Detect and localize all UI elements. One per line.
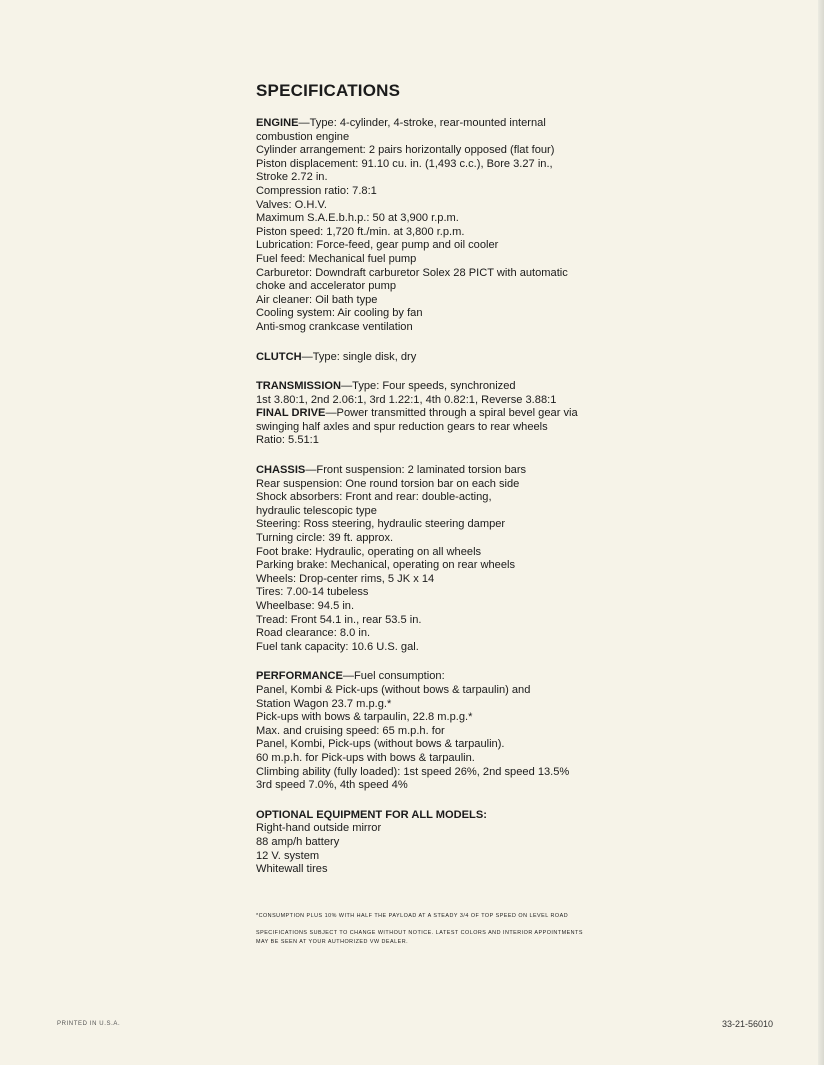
spec-line: Fuel feed: Mechanical fuel pump bbox=[256, 252, 417, 265]
final-drive-lead: —Power transmitted through a spiral bevel gear via bbox=[325, 407, 578, 420]
spec-line: Anti-smog crankcase ventilation bbox=[256, 320, 413, 333]
performance-section bbox=[256, 670, 616, 792]
engine-lead: —Type: 4-cylinder, 4-stroke, rear-mounted internal bbox=[298, 117, 546, 129]
spec-line: 88 amp/h battery bbox=[256, 835, 340, 848]
spec-line: Pick-ups with bows & tarpaulin, 22.8 m.p.g.* bbox=[256, 711, 473, 724]
final-drive-heading: FINAL DRIVE bbox=[256, 407, 326, 420]
changes-footnote-2: MAY BE SEEN AT YOUR AUTHORIZED VW DEALER. bbox=[256, 939, 409, 945]
optional-heading: OPTIONAL EQUIPMENT FOR ALL MODELS: bbox=[256, 808, 487, 821]
spec-line: Carburetor: Downdraft carburetor Solex 28 PICT with automatic bbox=[256, 266, 568, 279]
page-title: SPECIFICATIONS bbox=[256, 81, 401, 100]
optional-section bbox=[256, 809, 616, 877]
spec-line: Parking brake: Mechanical, operating on rear wheels bbox=[256, 559, 515, 572]
spec-line: combustion engine bbox=[256, 130, 350, 143]
clutch-lead: —Type: single disk, dry bbox=[301, 350, 417, 363]
engine-heading: ENGINE bbox=[256, 117, 299, 129]
spec-line: Tread: Front 54.1 in., rear 53.5 in. bbox=[256, 613, 422, 626]
transmission-section bbox=[256, 380, 616, 448]
spec-line: 60 m.p.h. for Pick-ups with bows & tarpaulin. bbox=[256, 751, 475, 764]
spec-line: Road clearance: 8.0 in. bbox=[256, 627, 371, 640]
spec-line: Right-hand outside mirror bbox=[256, 822, 382, 835]
spec-line: Max. and cruising speed: 65 m.p.h. for bbox=[256, 724, 445, 737]
chassis-lines bbox=[256, 478, 616, 655]
spec-line: swinging half axles and spur reduction gears to rear wheels bbox=[256, 420, 548, 433]
spec-line: 12 V. system bbox=[256, 849, 320, 862]
transmission-lines bbox=[256, 394, 616, 408]
spec-line: Steering: Ross steering, hydraulic steering damper bbox=[256, 518, 506, 531]
spec-line: Compression ratio: 7.8:1 bbox=[256, 184, 377, 197]
spec-line: Air cleaner: Oil bath type bbox=[256, 293, 378, 306]
spec-line: Panel, Kombi & Pick-ups (without bows & tarpaulin) and bbox=[256, 683, 531, 696]
page-edge bbox=[818, 0, 824, 1065]
transmission-lead: —Type: Four speeds, synchronized bbox=[341, 380, 516, 393]
spec-line: Piston displacement: 91.10 cu. in. (1,493 c.c.), Bore 3.27 in., bbox=[256, 157, 553, 170]
engine-lines bbox=[256, 131, 616, 335]
spec-line: Climbing ability (fully loaded): 1st speed 26%, 2nd speed 13.5% bbox=[256, 765, 570, 778]
spec-line: 1st 3.80:1, 2nd 2.06:1, 3rd 1.22:1, 4th 0.82:1, Reverse 3.88:1 bbox=[256, 393, 557, 406]
spec-line: choke and accelerator pump bbox=[256, 280, 396, 293]
printed-in-label: PRINTED IN U.S.A. bbox=[57, 1021, 121, 1027]
spec-line: Shock absorbers: Front and rear: double-acting, bbox=[256, 491, 492, 504]
changes-footnote-1: SPECIFICATIONS SUBJECT TO CHANGE WITHOUT NOTICE. LATEST COLORS AND INTERIOR APPOINTMENTS bbox=[256, 930, 583, 936]
spec-line: Valves: O.H.V. bbox=[256, 198, 327, 211]
consumption-footnote: *CONSUMPTION PLUS 10% WITH HALF THE PAYLOAD AT A STEADY 3/4 OF TOP SPEED ON LEVEL ROAD bbox=[256, 913, 569, 919]
spec-line: Cooling system: Air cooling by fan bbox=[256, 307, 423, 320]
performance-lines bbox=[256, 684, 616, 793]
optional-lines bbox=[256, 822, 616, 876]
clutch-heading: CLUTCH bbox=[256, 350, 302, 363]
spec-line: Station Wagon 23.7 m.p.g.* bbox=[256, 697, 392, 710]
chassis-section bbox=[256, 464, 616, 654]
transmission-heading: TRANSMISSION bbox=[256, 380, 342, 393]
spec-line: 3rd speed 7.0%, 4th speed 4% bbox=[256, 779, 408, 792]
spec-line: Foot brake: Hydraulic, operating on all wheels bbox=[256, 545, 482, 558]
engine-section bbox=[256, 117, 616, 335]
spec-line: Rear suspension: One round torsion bar on each side bbox=[256, 477, 520, 490]
clutch-section bbox=[256, 351, 616, 365]
spec-line: Wheelbase: 94.5 in. bbox=[256, 600, 355, 612]
spec-line: Ratio: 5.51:1 bbox=[256, 434, 319, 447]
performance-heading: PERFORMANCE bbox=[256, 670, 343, 683]
spec-line: Maximum S.A.E.b.h.p.: 50 at 3,900 r.p.m. bbox=[256, 212, 459, 225]
spec-line: Panel, Kombi, Pick-ups (without bows & tarpaulin). bbox=[256, 738, 505, 751]
document-code: 33-21-56010 bbox=[722, 1019, 774, 1029]
footnotes bbox=[256, 912, 616, 947]
spec-line: Wheels: Drop-center rims, 5 JK x 14 bbox=[256, 572, 435, 585]
chassis-heading: CHASSIS bbox=[256, 464, 306, 477]
spec-line: Piston speed: 1,720 ft./min. at 3,800 r.p.m. bbox=[256, 225, 465, 238]
spec-line: Fuel tank capacity: 10.6 U.S. gal. bbox=[256, 640, 419, 653]
performance-lead: —Fuel consumption: bbox=[342, 670, 445, 683]
spec-line: Cylinder arrangement: 2 pairs horizontally opposed (flat four) bbox=[256, 144, 555, 157]
final-drive-lines bbox=[256, 421, 616, 448]
spec-line: Turning circle: 39 ft. approx. bbox=[256, 532, 394, 545]
spec-line: hydraulic telescopic type bbox=[256, 504, 377, 517]
spec-line: Lubrication: Force-feed, gear pump and oil cooler bbox=[256, 239, 499, 252]
spec-line: Whitewall tires bbox=[256, 863, 328, 876]
chassis-lead: —Front suspension: 2 laminated torsion bars bbox=[305, 464, 527, 477]
spec-body bbox=[256, 117, 616, 893]
spec-line: Tires: 7.00-14 tubeless bbox=[256, 586, 369, 599]
spec-line: Stroke 2.72 in. bbox=[256, 171, 328, 184]
